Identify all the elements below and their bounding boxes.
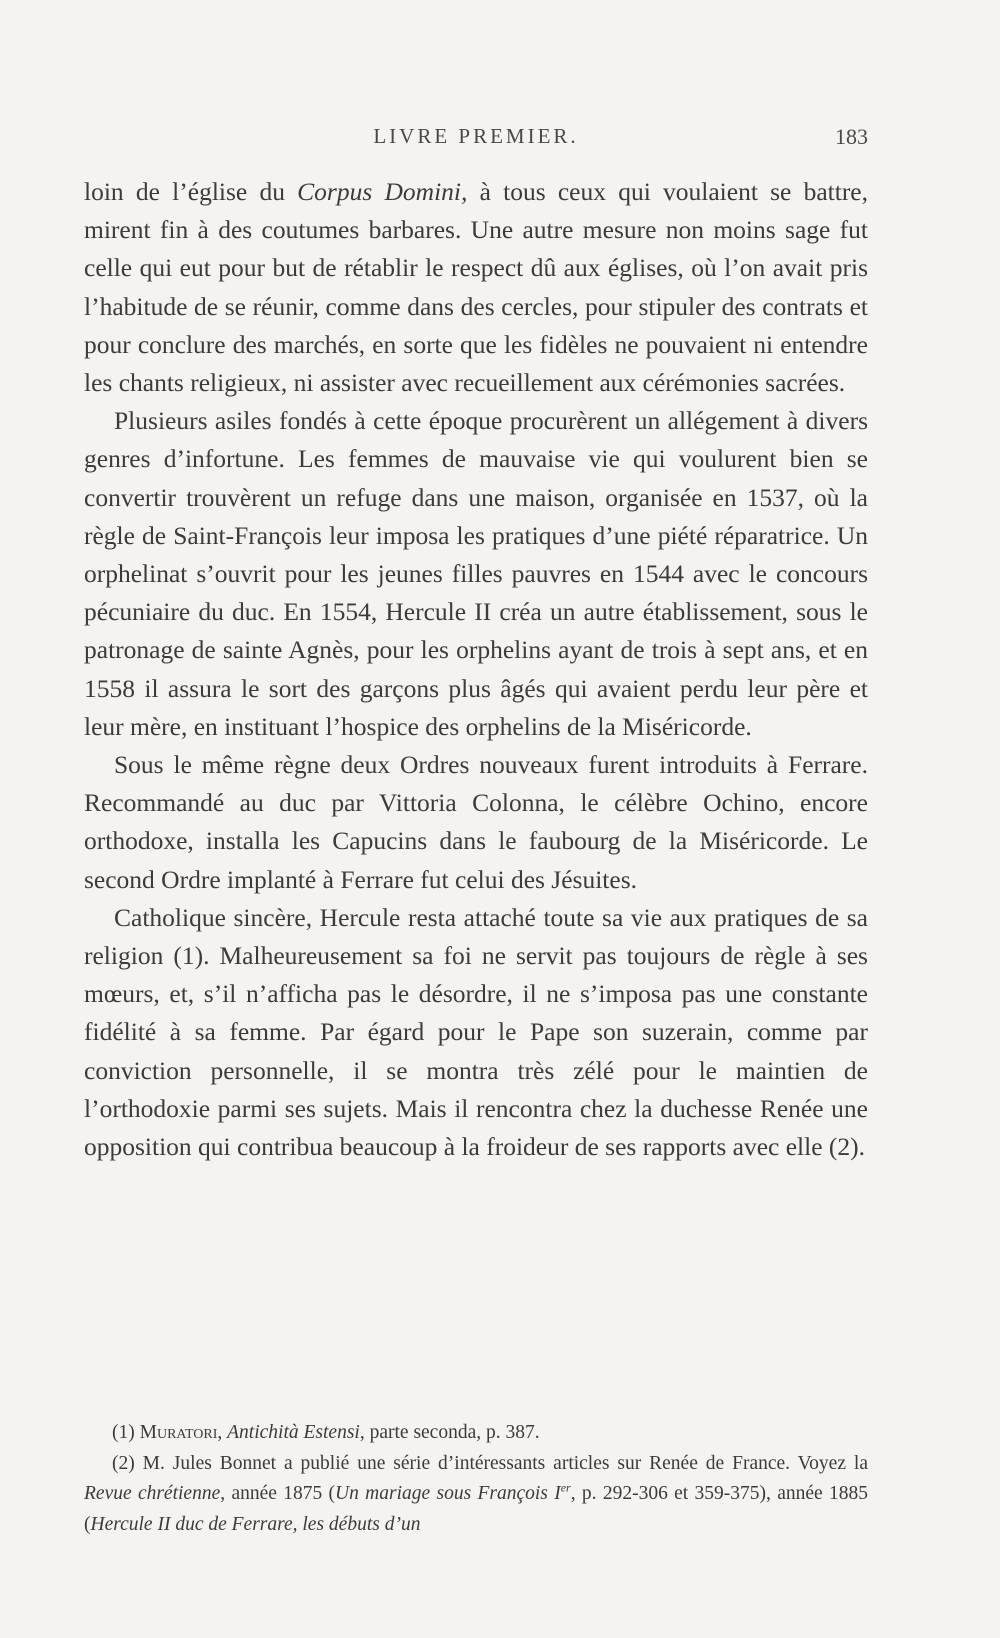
footnote-2	[84, 1449, 868, 1541]
footnotes	[84, 1418, 868, 1540]
paragraph-2: Plusieurs asiles fondés à cette époque procurèrent un allégement à divers genres d’infortune. Les femmes de mauvaise vie qui voulurent bien se convertir trouvèrent un refuge dans une maison, organisée en 1537, où la règle de Saint-François leur imposa les pratiques d’une piété réparatrice. Un orphelinat s’ouvrit pour les jeunes filles pauvres en 1544 avec le concours pécuniaire du duc. En 1554, Hercule II créa un autre établissement, sous le patronage de sainte Agnès, pour les orphelins ayant de trois à sept ans, et en 1558 il assura le sort des garçons plus âgés qui avaient perdu leur père et leur mère, en instituant l’hospice des orphelins de la Miséricorde.	[84, 406, 868, 741]
footnote-2-number: (2)	[112, 1452, 143, 1474]
footnote-2-journal: Revue chrétienne	[84, 1483, 221, 1504]
paragraph-3: Sous le même règne deux Ordres nouveaux furent introduits à Ferrare. Recommandé au duc par Vittoria Colonna, le célèbre Ochino, encore orthodoxe, installa les Capucins dans le faubourg de la Miséricorde. Le second Ordre implanté à Ferrare fut celui des Jésuites.	[84, 750, 868, 894]
footnote-1-title: Antichità Estensi	[227, 1422, 360, 1443]
paragraph-1-rest: à tous ceux qui voulaient se battre, mirent fin à des coutumes barbares. Une autre mesure non moins sage fut celle qui eut pour but de rétablir le respect dû aux églises, où l’on avait pris l’habitude de se réunir, comme dans des cercles, pour stipuler des contrats et pour conclure des marchés, en sorte que les fidèles ne pouvaient ni entendre les chants religieux, ni assister avec recueillement aux cérémonies sacrées.	[84, 177, 868, 398]
running-title: LIVRE PREMIER.	[373, 124, 579, 148]
footnote-1-author: Muratori	[139, 1422, 218, 1443]
footnote-1-separator: ,	[217, 1422, 228, 1443]
paragraph-1-italic: Corpus Domini,	[297, 177, 468, 206]
paragraph-1	[84, 173, 868, 402]
running-head	[84, 124, 868, 154]
footnote-2-superscript: er	[560, 1480, 571, 1495]
page-number: 183	[835, 124, 868, 149]
footnote-1-rest: , parte seconda, p. 387.	[359, 1422, 540, 1443]
main-text	[84, 173, 868, 1166]
footnote-1	[84, 1418, 868, 1449]
paragraph-1-start: loin de l’église du	[84, 177, 298, 206]
paragraph-4: Catholique sincère, Hercule resta attaché toute sa vie aux pratiques de sa religion (1). Malheureusement sa foi ne servit pas toujours de règle à ses mœurs, et, s’il n’afficha pas le désordre, il ne s’imposa pas une constante fidélité à sa femme. Par égard pour le Pape son suzerain, comme par conviction personnelle, il se montra très zélé pour le maintien de l’orthodoxie parmi ses sujets. Mais il rencontra chez la duchesse Renée une opposition qui contribua beaucoup à la froideur de ses rapports avec elle (2).	[84, 902, 868, 1162]
footnote-2-text-c: , p. 292-306 et 359-375), année 1885 (	[84, 1483, 868, 1535]
footnote-1-number: (1)	[112, 1422, 140, 1443]
footnote-2-text-a: M. Jules Bonnet a publié une série d’intéressants articles sur Renée de France. Voyez la	[142, 1452, 868, 1474]
footnote-2-article-2: Hercule II duc de Ferrare, les débuts d’un	[90, 1513, 421, 1535]
footnote-2-article-1: Un mariage sous François I	[335, 1483, 561, 1504]
footnote-2-text-b: , année 1875 (	[220, 1483, 336, 1504]
